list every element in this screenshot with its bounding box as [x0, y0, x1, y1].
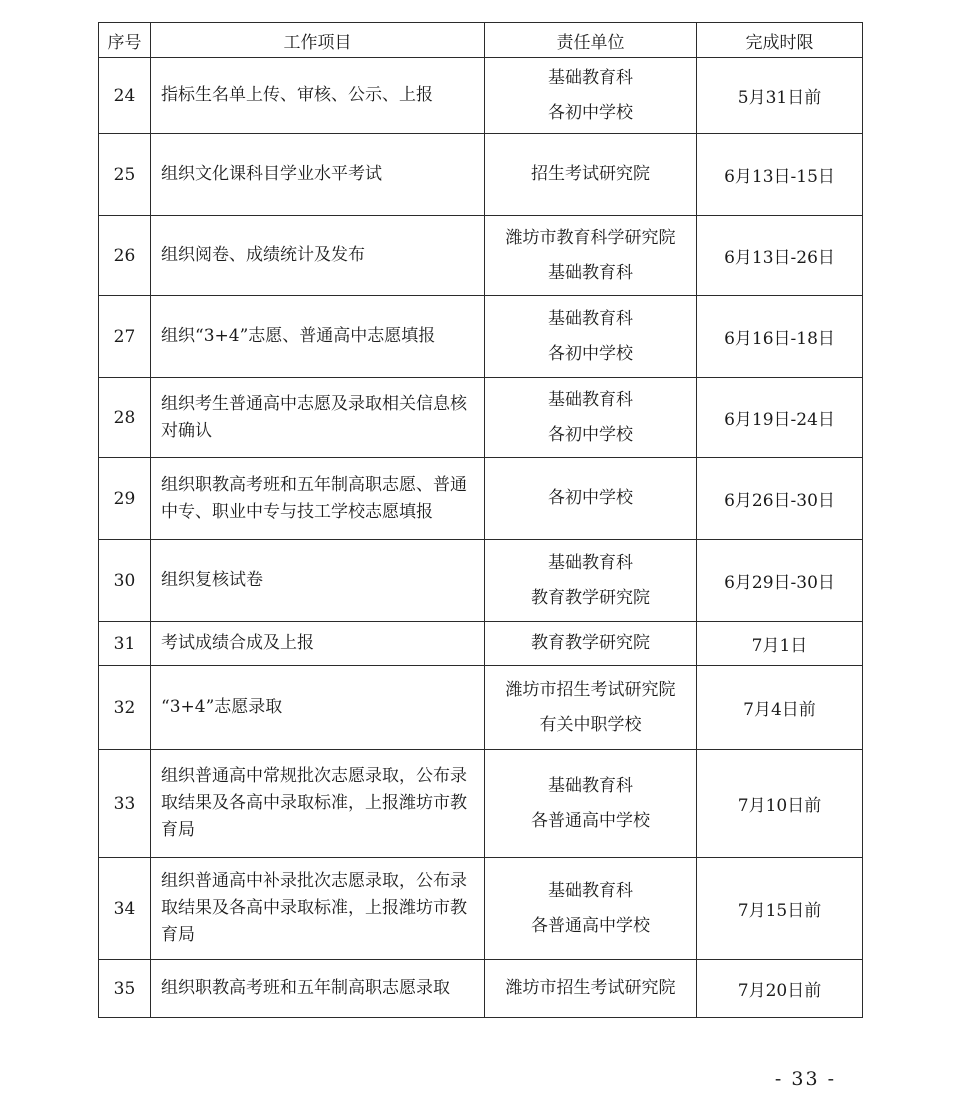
task-cell: 组织普通高中常规批次志愿录取，公布录取结果及各高中录取标准，上报潍坊市教育局 [151, 750, 485, 858]
header-task: 工作项目 [151, 23, 485, 58]
deadline-cell: 7月1日 [697, 622, 863, 666]
task-cell: “3+4”志愿录取 [151, 666, 485, 750]
responsible-unit: 基础教育科 [548, 775, 633, 796]
header-unit: 责任单位 [485, 23, 697, 58]
table-row [99, 458, 863, 540]
responsible-unit: 有关中职学校 [539, 714, 642, 735]
page-number: - 33 - [774, 1068, 836, 1090]
responsible-unit: 基础教育科 [548, 389, 633, 410]
deadline-cell: 6月29日-30日 [697, 540, 863, 622]
deadline-cell: 6月13日-26日 [697, 216, 863, 296]
responsible-unit-cell [485, 58, 697, 134]
table-row [99, 134, 863, 216]
responsible-unit: 教育教学研究院 [531, 633, 650, 653]
table-row [99, 622, 863, 666]
task-cell: 组织“3+4”志愿、普通高中志愿填报 [151, 296, 485, 378]
table-row [99, 666, 863, 750]
responsible-unit-cell [485, 666, 697, 750]
table-header-row [99, 23, 863, 58]
responsible-unit: 潍坊市招生考试研究院 [505, 679, 676, 700]
schedule-table [98, 22, 863, 1018]
deadline-cell: 6月13日-15日 [697, 134, 863, 216]
deadline-cell: 6月19日-24日 [697, 378, 863, 458]
deadline-cell: 7月15日前 [697, 858, 863, 960]
deadline-cell: 7月20日前 [697, 960, 863, 1018]
task-cell: 组织普通高中补录批次志愿录取，公布录取结果及各高中录取标准，上报潍坊市教育局 [151, 858, 485, 960]
responsible-unit-cell [485, 750, 697, 858]
responsible-unit-cell [485, 622, 697, 666]
responsible-unit: 教育教学研究院 [531, 587, 650, 608]
row-number: 35 [99, 960, 151, 1018]
responsible-unit-cell [485, 458, 697, 540]
responsible-unit-cell [485, 378, 697, 458]
task-cell: 组织复核试卷 [151, 540, 485, 622]
deadline-cell: 6月16日-18日 [697, 296, 863, 378]
responsible-unit: 基础教育科 [548, 880, 633, 901]
deadline-cell: 5月31日前 [697, 58, 863, 134]
row-number: 30 [99, 540, 151, 622]
table-row [99, 378, 863, 458]
row-number: 27 [99, 296, 151, 378]
table-row [99, 216, 863, 296]
responsible-unit: 各初中学校 [548, 343, 633, 364]
task-cell: 指标生名单上传、审核、公示、上报 [151, 58, 485, 134]
row-number: 24 [99, 58, 151, 134]
responsible-unit: 基础教育科 [548, 262, 633, 283]
header-no: 序号 [99, 23, 151, 58]
responsible-unit: 招生考试研究院 [531, 164, 650, 184]
task-cell: 组织文化课科目学业水平考试 [151, 134, 485, 216]
table-row [99, 858, 863, 960]
row-number: 31 [99, 622, 151, 666]
responsible-unit-cell [485, 216, 697, 296]
row-number: 26 [99, 216, 151, 296]
responsible-unit: 潍坊市教育科学研究院 [505, 227, 676, 248]
task-cell: 组织考生普通高中志愿及录取相关信息核对确认 [151, 378, 485, 458]
row-number: 28 [99, 378, 151, 458]
table-row [99, 296, 863, 378]
deadline-cell: 6月26日-30日 [697, 458, 863, 540]
deadline-cell: 7月10日前 [697, 750, 863, 858]
table-body [99, 58, 863, 1018]
table-row [99, 58, 863, 134]
task-cell: 组织阅卷、成绩统计及发布 [151, 216, 485, 296]
responsible-unit: 基础教育科 [548, 552, 633, 573]
responsible-unit: 各普通高中学校 [531, 915, 650, 936]
table-row [99, 750, 863, 858]
deadline-cell: 7月4日前 [697, 666, 863, 750]
responsible-unit: 潍坊市招生考试研究院 [505, 978, 676, 998]
row-number: 25 [99, 134, 151, 216]
task-cell: 组织职教高考班和五年制高职志愿、普通中专、职业中专与技工学校志愿填报 [151, 458, 485, 540]
responsible-unit: 各初中学校 [548, 488, 633, 508]
responsible-unit: 基础教育科 [548, 67, 633, 88]
table-row [99, 540, 863, 622]
responsible-unit-cell [485, 134, 697, 216]
responsible-unit-cell [485, 296, 697, 378]
responsible-unit: 各初中学校 [548, 424, 633, 445]
task-cell: 考试成绩合成及上报 [151, 622, 485, 666]
responsible-unit: 各初中学校 [548, 102, 633, 123]
responsible-unit-cell [485, 858, 697, 960]
responsible-unit-cell [485, 540, 697, 622]
responsible-unit: 基础教育科 [548, 308, 633, 329]
responsible-unit-cell [485, 960, 697, 1018]
task-cell: 组织职教高考班和五年制高职志愿录取 [151, 960, 485, 1018]
header-deadline: 完成时限 [697, 23, 863, 58]
row-number: 29 [99, 458, 151, 540]
table-row [99, 960, 863, 1018]
row-number: 33 [99, 750, 151, 858]
responsible-unit: 各普通高中学校 [531, 810, 650, 831]
row-number: 34 [99, 858, 151, 960]
row-number: 32 [99, 666, 151, 750]
